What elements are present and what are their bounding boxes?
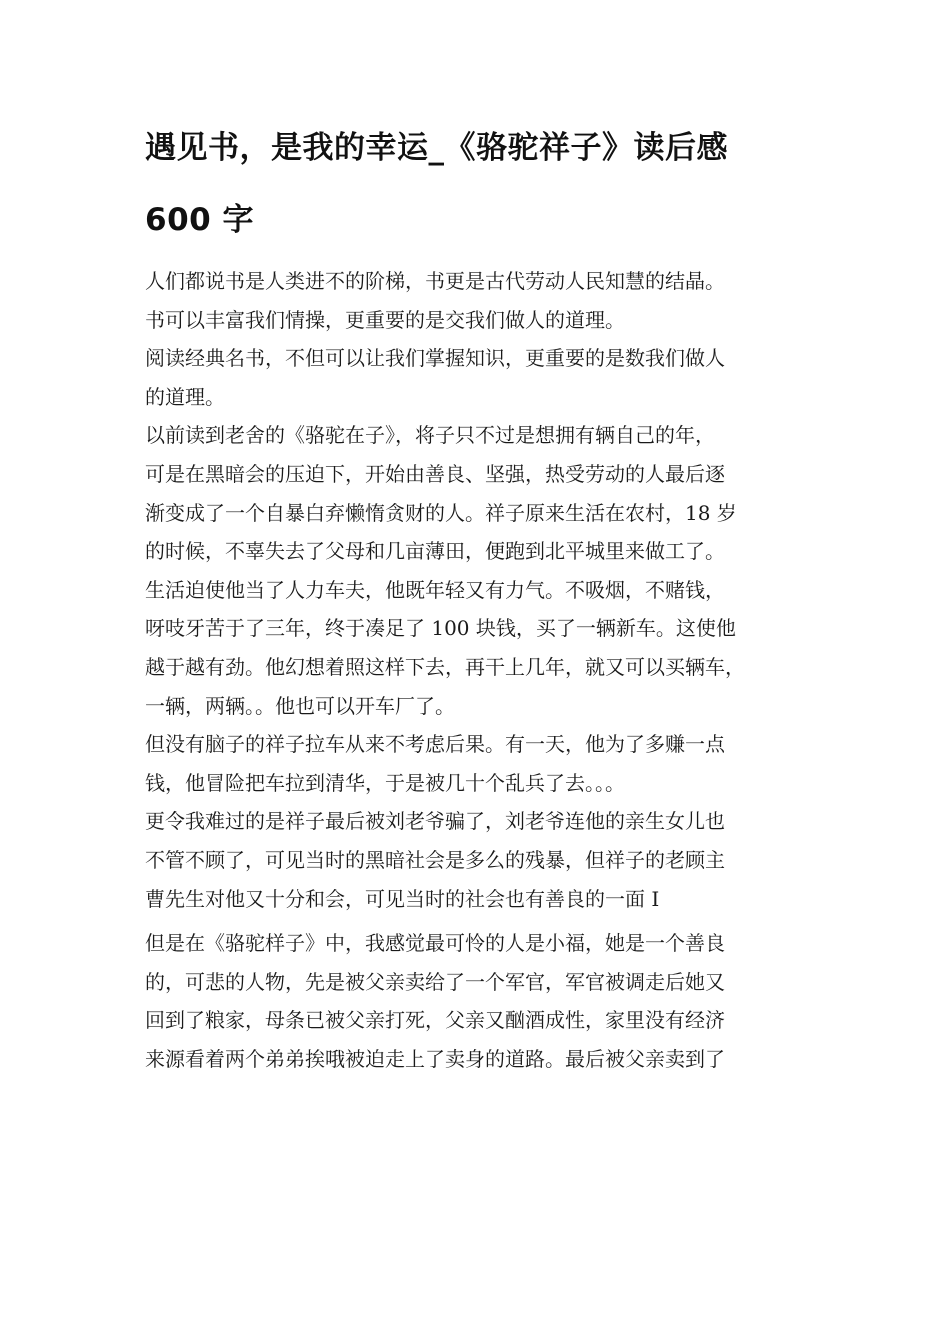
text-line: 人们都说书是人类进不的阶梯，书更是古代劳动人民知慧的结晶。: [145, 269, 725, 293]
text-line: 的时候，不辜失去了父母和几亩薄田，便跑到北平城里来做工了。: [145, 539, 725, 564]
text-line: 越于越有劲。他幻想着照这样下去，再干上几年，就又可以买辆车，: [145, 654, 745, 679]
text-line: 回到了粮家，母条已被父亲打死，父亲又酗酒成性，家里没有经济: [145, 1008, 725, 1033]
title-line-2: 600 字: [145, 202, 255, 238]
text-line: 但没有脑子的祥子拉车从来不考虑后果。有一天，他为了多赚一点: [145, 732, 725, 757]
text-line: 呀吱牙苦于了三年，终于凑足了 100 块钱，买了一辆新车。这使他: [145, 616, 736, 641]
text-line: 书可以丰富我们情操，更重要的是交我们做人的道理。: [145, 307, 625, 332]
text-line: 曹先生对他又十分和会，可见当时的社会也有善良的一面 I: [145, 886, 660, 911]
title-line-1: 遇见书，是我的幸运_《骆驼祥子》读后感: [145, 130, 728, 166]
text-line: 更令我难过的是祥子最后被刘老爷骗了，刘老爷连他的亲生女儿也: [145, 809, 725, 834]
document-title: [145, 112, 825, 256]
text-line: 但是在《骆驼样子》中，我感觉最可怜的人是小福，她是一个善良: [145, 931, 725, 956]
text-line: 不管不顾了，可见当时的黑暗社会是多么的残暴，但祥子的老顾主: [145, 847, 725, 872]
text-line: 的，可悲的人物，先是被父亲卖给了一个军官，军官被调走后她又: [145, 969, 725, 994]
text-line: 渐变成了一个自暴白弃懒惰贪财的人。祥子原来生活在农村，18 岁: [145, 500, 737, 525]
document-body: [145, 262, 835, 1078]
text-line: 以前读到老舍的《骆驼在子》，将子只不过是想拥有辆自己的年，: [145, 423, 715, 448]
text-line: 生活迫使他当了人力车夫，他既年轻又有力气。不吸烟，不赌钱，: [145, 577, 725, 602]
text-line: 可是在黑暗会的压迫下，开始由善良、坚强，热受劳动的人最后逐: [145, 461, 725, 486]
text-line: 一辆，两辆。。他也可以开车厂了。: [145, 693, 455, 718]
text-line: 的道理。: [145, 384, 225, 409]
text-line: 钱，他冒险把车拉到清华，于是被几十个乱兵了去。。。: [145, 770, 625, 795]
text-line: 来源看着两个弟弟挨哦被迫走上了卖身的道路。最后被父亲卖到了: [145, 1046, 725, 1071]
text-line: 阅读经典名书，不但可以让我们掌握知识，更重要的是数我们做人: [145, 346, 725, 371]
